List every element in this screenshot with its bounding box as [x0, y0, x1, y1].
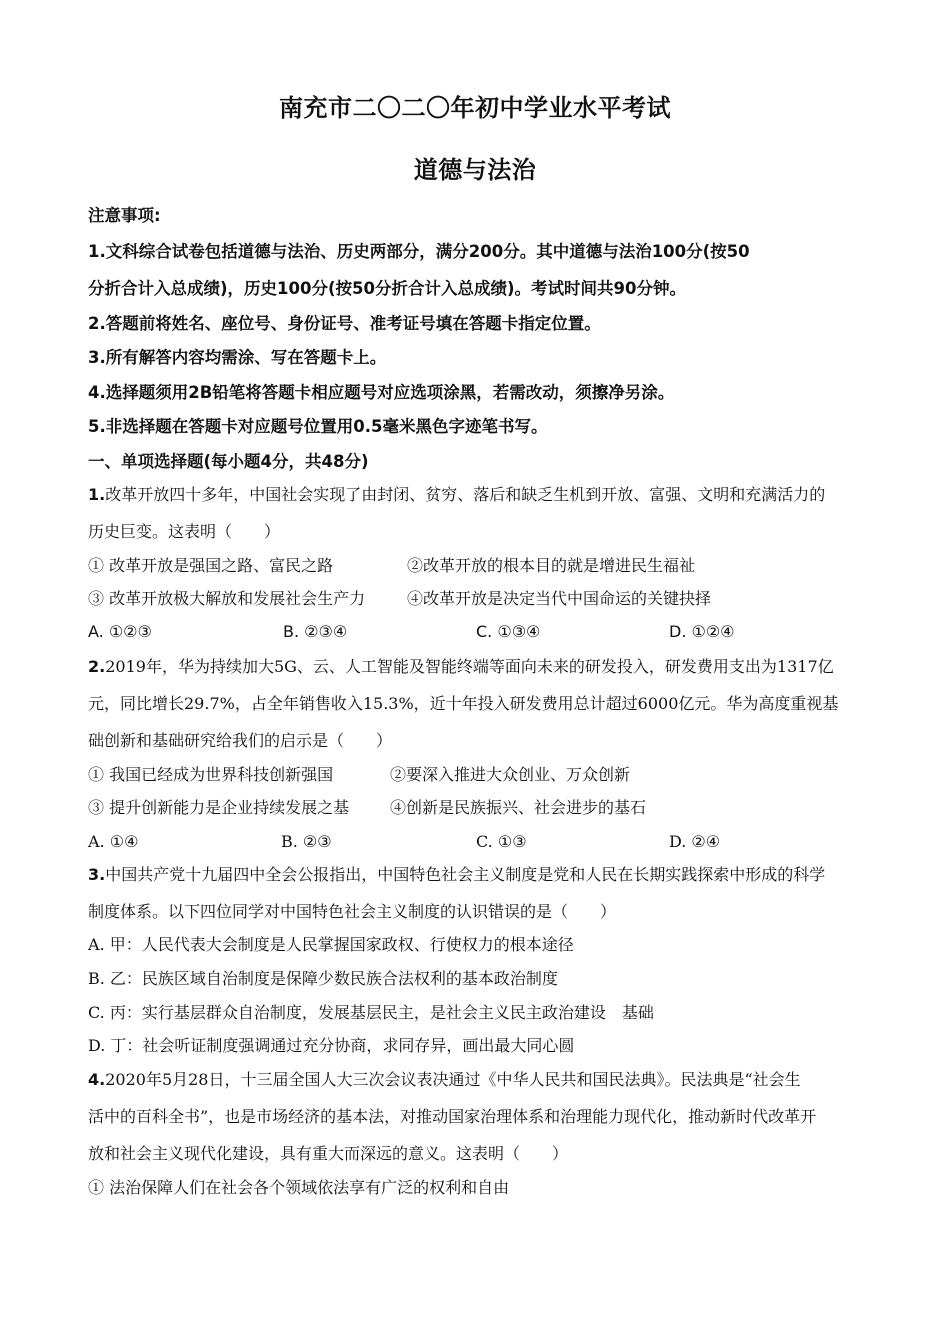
- question-1-stem: [88, 485, 825, 505]
- question-text: 2020年5月28日，十三届全国人大三次会议表决通过《中华人民共和国民法典》。民法典是“社会生: [105, 1070, 801, 1089]
- statement: ① 改革开放是强国之路、富民之路: [88, 556, 334, 575]
- question-number: 2.: [88, 657, 106, 676]
- choice-d: D. 丁：社会听证制度强调通过充分协商，求同存异，画出最大同心圆: [88, 1036, 575, 1055]
- notice-item: 分折合计入总成绩)，历史100分(按50分折合计入总成绩)。考试时间共90分钟。: [88, 279, 686, 298]
- statement: ③ 改革开放极大解放和发展社会生产力: [88, 589, 366, 608]
- question-text: 础创新和基础研究给我们的启示是（ ）: [88, 731, 393, 750]
- statement: ④改革开放是决定当代中国命运的关键抉择: [407, 589, 712, 608]
- section-heading: 一、单项选择题(每小题4分，共48分): [88, 452, 369, 471]
- choice-a: A. 甲：人民代表大会制度是人民掌握国家政权、行使权力的根本途径: [88, 935, 574, 954]
- question-number: 4.: [88, 1070, 106, 1089]
- question-text: 中国共产党十九届四中全会公报指出，中国特色社会主义制度是党和人民在长期实践探索中形成的科学: [105, 865, 826, 884]
- question-number: 1.: [88, 485, 106, 504]
- choice-c: C. 丙：实行基层群众自治制度，发展基层民主，是社会主义民主政治建设 基础: [88, 1003, 654, 1022]
- option-c: C. ①③: [476, 832, 527, 851]
- option-d: D. ②④: [669, 832, 721, 851]
- question-text: 改革开放四十多年，中国社会实现了由封闭、贫穷、落后和缺乏生机到开放、富强、文明和充满活力的: [105, 485, 826, 504]
- statement: ②改革开放的根本目的就是增进民生福祉: [407, 556, 696, 575]
- option-a: A. ①④: [88, 832, 139, 851]
- exam-subject: 道德与法治: [413, 156, 537, 184]
- statement: ① 法治保障人们在社会各个领域依法享有广泛的权利和自由: [88, 1178, 510, 1197]
- question-text: 历史巨变。这表明（ ）: [88, 522, 281, 541]
- statement: ④创新是民族振兴、社会进步的基石: [390, 798, 647, 817]
- option-a: A. ①②③: [88, 622, 152, 641]
- notice-item: 1.文科综合试卷包括道德与法治、历史两部分，满分200分。其中道德与法治100分(按50: [88, 242, 750, 261]
- notice-item: 2.答题前将姓名、座位号、身份证号、准考证号填在答题卡指定位置。: [88, 314, 601, 333]
- statement: ① 我国已经成为世界科技创新强国: [88, 765, 334, 784]
- choice-b: B. 乙：民族区域自治制度是保障少数民族合法权利的基本政治制度: [88, 969, 558, 988]
- question-number: 3.: [88, 865, 106, 884]
- notice-item: 5.非选择题在答题卡对应题号位置用0.5毫米黑色字迹笔书写。: [88, 417, 548, 436]
- question-text: 制度体系。以下四位同学对中国特色社会主义制度的认识错误的是（ ）: [88, 902, 617, 921]
- statement: ③ 提升创新能力是企业持续发展之基: [88, 798, 350, 817]
- notice-item: 3.所有解答内容均需涂、写在答题卡上。: [88, 348, 387, 367]
- exam-title: 南充市二〇二〇年初中学业水平考试: [279, 94, 671, 122]
- question-text: 活中的百科全书”，也是市场经济的基本法，对推动国家治理体系和治理能力现代化，推动新时代改革开: [88, 1107, 817, 1126]
- question-2-stem: [88, 657, 834, 677]
- option-b: B. ②③④: [283, 622, 348, 641]
- option-b: B. ②③: [281, 832, 332, 851]
- question-text: 放和社会主义现代化建设，具有重大而深远的意义。这表明（ ）: [88, 1144, 569, 1163]
- question-3-stem: [88, 865, 825, 885]
- statement: ②要深入推进大众创业、万众创新: [390, 765, 631, 784]
- question-4-stem: [88, 1070, 801, 1090]
- notice-item: 4.选择题须用2B铅笔将答题卡相应题号对应选项涂黑，若需改动，须擦净另涂。: [88, 383, 675, 402]
- option-c: C. ①③④: [476, 622, 541, 641]
- option-d: D. ①②④: [669, 622, 735, 641]
- question-text: 2019年，华为持续加大5G、云、人工智能及智能终端等面向未来的研发投入，研发费用支出为1317亿: [105, 657, 834, 676]
- question-text: 元，同比增长29.7%，占全年销售收入15.3%，近十年投入研发费用总计超过6000亿元。华为高度重视基: [88, 694, 839, 713]
- notice-heading: 注意事项:: [88, 206, 161, 225]
